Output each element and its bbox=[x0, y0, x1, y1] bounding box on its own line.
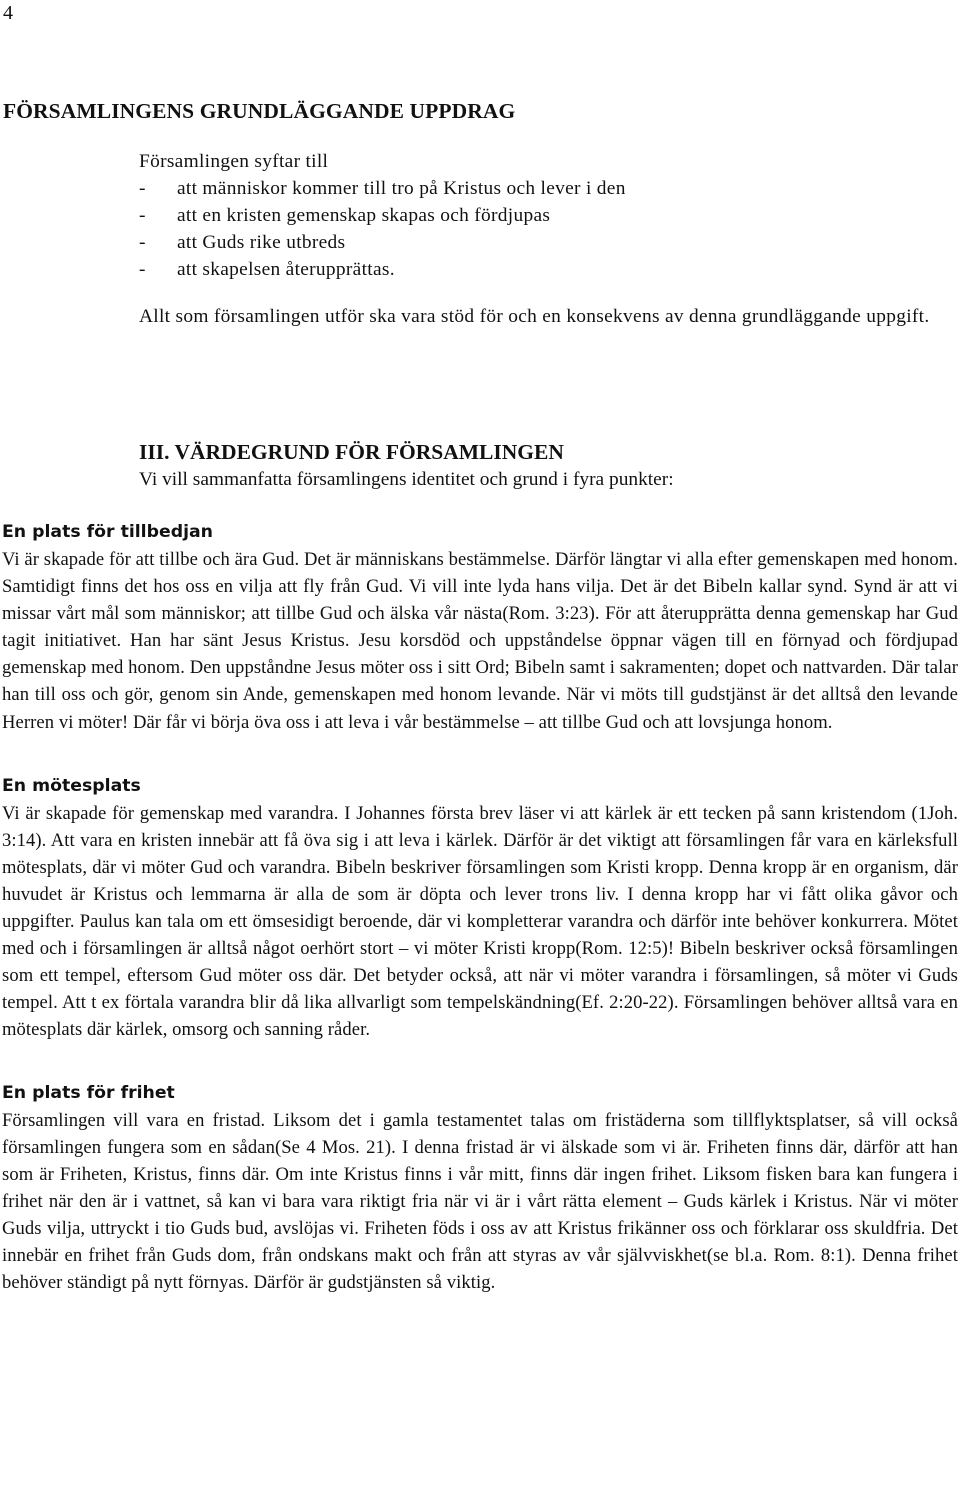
block-text: Vi är skapade för att tillbe och ära Gud. Det är människans bestämmelse. Därför längtar vi alla efter gemenskapen med honom. Samtidigt finns det hos oss en vilja att fly från Gud. Vi vill inte lyda hans vilja. Det är det Bibeln kallar synd. Synd är att vi missar vårt mål som människor; att tillbe Gud och älska vår nästa(Rom. 3:23). För att återupprätta denna gemenskap har Gud tagit initiativet. Han har sänt Jesus Kristus. Jesu korsdöd och uppståndelse öppnar vägen till en förnyad och fördjupad gemenskap med honom. Den uppståndne Jesus möter oss i sitt Ord; Bibeln samt i sakramenten; dopet och nattvarden. Där talar han till oss och gör, genom sin Ande, gemenskapen med honom levande. När vi möts till gudstjänst är det alltså den levande Herren vi möter! Där får vi börja öva oss i att leva i vår bestämmelse – att tillbe Gud och att lovsjunga honom. bbox=[2, 549, 958, 733]
list-dash: - bbox=[139, 232, 146, 253]
purpose-intro: Församlingen syftar till bbox=[139, 151, 329, 172]
block-worship bbox=[2, 519, 958, 736]
section-title: III. VÄRDEGRUND FÖR FÖRSAMLINGEN bbox=[139, 440, 564, 464]
document-body bbox=[2, 519, 958, 1296]
block-freedom bbox=[2, 1080, 958, 1297]
section-intro: Vi vill sammanfatta församlingens identitet och grund i fyra punkter: bbox=[139, 469, 674, 490]
page-number: 4 bbox=[3, 2, 13, 24]
purpose-item bbox=[139, 175, 939, 202]
block-text: Församlingen vill vara en fristad. Liksom det i gamla testamentet talas om fristäderna som tillflyktsplatser, så vill också församlingen fungera som en sådan(Se 4 Mos. 21). I denna fristad är vi älskade som vi är. Friheten finns där, därför att han som är Friheten, Kristus, finns där. Om inte Kristus finns i vår mitt, finns där ingen frihet. Liksom fisken bara kan fungera i frihet när den är i vattnet, så kan vi bara vara riktigt fria när vi är i vårt rätta element – Guds kärlek i Kristus. När vi möter Guds vilja, uttryckt i tio Guds bud, avslöjas vi. Friheten föds i oss av att Kristus frikänner oss och förklarar oss skuldfria. Det innebär en frihet från Guds dom, från ondskans makt och från att styras av vår självviskhet(se bl.a. Rom. 8:1). Denna frihet behöver ständigt på nytt förnyas. Därför är gudstjänsten så viktig. bbox=[2, 1109, 958, 1294]
block-meeting-place bbox=[2, 773, 958, 1044]
purpose-summary: Allt som församlingen utför ska vara stöd för och en konsekvens av denna grundläggande uppgift. bbox=[139, 306, 930, 327]
list-dash: - bbox=[139, 259, 146, 280]
purpose-list bbox=[139, 148, 939, 330]
block-heading: En plats för frihet bbox=[2, 1082, 175, 1103]
purpose-item-text: att skapelsen återupprättas. bbox=[177, 259, 395, 280]
list-dash: - bbox=[139, 178, 146, 199]
purpose-item bbox=[139, 256, 939, 283]
purpose-item-text: att Guds rike utbreds bbox=[177, 232, 346, 253]
list-dash: - bbox=[139, 205, 146, 226]
block-text: Vi är skapade för gemenskap med varandra. I Johannes första brev läser vi att kärlek är ett tecken på sann kristendom (1Joh. 3:14). Att vara en kristen innebär att få öva sig i att leva i kärlek. Därför är det viktigt att församlingen får vara en kärleksfull mötesplats, där vi möter Gud och varandra. Bibeln beskriver församlingen som Kristi kropp. Denna kropp är en organism, där huvudet är Kristus och lemmarna är alla de som är döpta och lever trons liv. I denna kropp har vi fått olika gåvor och uppgifter. Paulus kan tala om ett ömsesidigt beroende, där vi kompletterar varandra och därför inte behöver konkurrera. Mötet med och i församlingen är alltså något oerhört stort – vi möter Kristi kropp(Rom. 12:5)! Bibeln beskriver också församlingen som ett tempel, eftersom Gud möter oss där. Det betyder också, att när vi möter varandra i församlingen, så möter vi Guds tempel. Att t ex förtala varandra blir då lika allvarligt som tempelskändning(Ef. 2:20-22). Församlingen behöver alltså vara en mötesplats där kärlek, omsorg och sanning råder. bbox=[2, 802, 958, 1041]
purpose-item-text: att människor kommer till tro på Kristus och lever i den bbox=[177, 178, 626, 199]
purpose-item-text: att en kristen gemenskap skapas och fördjupas bbox=[177, 205, 551, 226]
block-heading: En mötesplats bbox=[2, 775, 141, 796]
purpose-item bbox=[139, 229, 939, 256]
section-header bbox=[139, 438, 959, 493]
purpose-item bbox=[139, 202, 939, 229]
block-heading: En plats för tillbedjan bbox=[2, 522, 213, 542]
page-heading: FÖRSAMLINGENS GRUNDLÄGGANDE UPPDRAG bbox=[3, 99, 516, 123]
